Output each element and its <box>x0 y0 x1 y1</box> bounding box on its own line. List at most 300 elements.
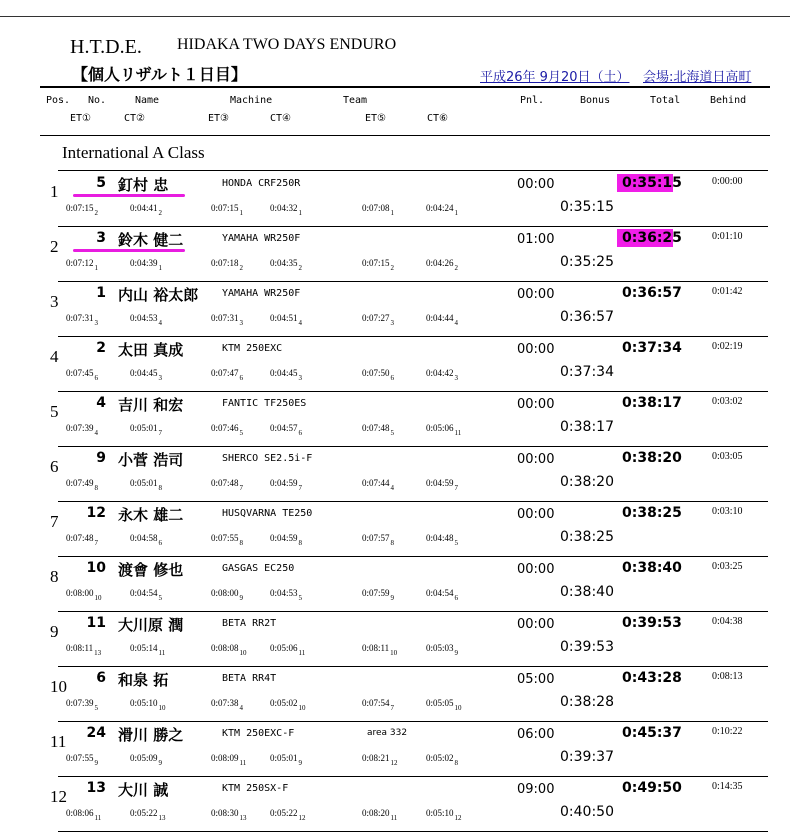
behind-time: 0:01:42 <box>712 286 743 297</box>
split-time <box>130 203 162 217</box>
split-time <box>270 423 302 437</box>
split-value: 0:05:09 <box>130 753 158 763</box>
penalty: 00:00 <box>517 287 555 302</box>
machine: KTM 250SX-F <box>222 783 289 794</box>
split-time <box>130 258 162 272</box>
position: 10 <box>50 677 67 696</box>
course-time: 0:38:20 <box>560 474 614 490</box>
split-time <box>130 313 162 327</box>
course-time: 0:39:37 <box>560 749 614 765</box>
split-time <box>362 368 394 382</box>
split-time <box>426 533 458 547</box>
rider-number: 6 <box>96 670 106 686</box>
split-value: 0:04:26 <box>426 258 454 268</box>
split-time <box>270 533 302 547</box>
split-value: 0:07:39 <box>66 698 94 708</box>
split-rank: 11 <box>454 429 462 437</box>
penalty: 00:00 <box>517 507 555 522</box>
split-time <box>270 203 302 217</box>
split-rank: 6 <box>239 374 244 382</box>
split-time <box>426 313 458 327</box>
split-time <box>270 588 302 602</box>
result-row <box>0 447 790 502</box>
split-rank: 4 <box>239 704 244 712</box>
split-value: 0:08:00 <box>66 588 94 598</box>
split-rank: 4 <box>454 319 459 327</box>
course-time: 0:35:25 <box>560 254 614 270</box>
total-time: 0:38:20 <box>622 450 682 466</box>
rider-number: 12 <box>86 505 106 521</box>
split-value: 0:08:11 <box>362 643 390 653</box>
split-rank: 8 <box>94 484 99 492</box>
total-time: 0:38:40 <box>622 560 682 576</box>
rider-number: 9 <box>96 450 106 466</box>
split-rank: 3 <box>239 319 244 327</box>
position: 2 <box>50 237 59 256</box>
result-row <box>0 337 790 392</box>
split-value: 0:07:46 <box>211 423 239 433</box>
course-time: 0:38:25 <box>560 529 614 545</box>
split-time <box>270 698 306 712</box>
split-value: 0:05:06 <box>426 423 454 433</box>
split-rank: 7 <box>298 484 303 492</box>
split-time <box>211 313 243 327</box>
split-time <box>66 203 98 217</box>
split-time <box>270 478 302 492</box>
split-rank: 9 <box>390 594 395 602</box>
machine: GASGAS EC250 <box>222 563 295 574</box>
split-rank: 1 <box>454 209 459 217</box>
position: 9 <box>50 622 59 641</box>
split-value: 0:08:00 <box>211 588 239 598</box>
split-value: 0:08:21 <box>362 753 390 763</box>
split-time <box>211 643 247 657</box>
split-rank: 11 <box>158 649 166 657</box>
split-time <box>362 808 397 822</box>
total-time: 0:49:50 <box>622 780 682 796</box>
result-row <box>0 722 790 777</box>
split-value: 0:05:01 <box>270 753 298 763</box>
col-ct2: CT② <box>124 113 146 124</box>
split-value: 0:04:59 <box>426 478 454 488</box>
split-time <box>270 643 305 657</box>
event-date-link[interactable]: 平成26年 9月20日（土） <box>480 70 630 85</box>
split-time <box>426 478 458 492</box>
split-rank: 3 <box>94 319 99 327</box>
split-rank: 13 <box>239 814 247 822</box>
split-time <box>211 478 243 492</box>
split-rank: 1 <box>158 264 163 272</box>
split-value: 0:08:20 <box>362 808 390 818</box>
split-value: 0:07:27 <box>362 313 390 323</box>
behind-time: 0:03:25 <box>712 561 743 572</box>
split-rank: 1 <box>390 209 395 217</box>
split-value: 0:04:45 <box>130 368 158 378</box>
rider-number: 3 <box>96 230 106 246</box>
behind-time: 0:00:00 <box>712 176 743 187</box>
split-time <box>362 478 394 492</box>
penalty: 05:00 <box>517 672 555 687</box>
split-value: 0:04:45 <box>270 368 298 378</box>
total-time: 0:36:57 <box>622 285 682 301</box>
behind-time: 0:10:22 <box>712 726 743 737</box>
split-rank: 7 <box>390 704 395 712</box>
machine: BETA RR4T <box>222 673 277 684</box>
split-value: 0:04:53 <box>270 588 298 598</box>
position: 12 <box>50 787 67 806</box>
total-time: 0:37:34 <box>622 340 682 356</box>
split-time <box>426 423 461 437</box>
split-rank: 3 <box>390 319 395 327</box>
rider-name: 内山 裕太郎 <box>118 286 199 304</box>
machine: HUSQVARNA TE250 <box>222 508 313 519</box>
col-ct4: CT④ <box>270 113 292 124</box>
split-rank: 12 <box>390 759 398 767</box>
col-et3: ET③ <box>208 113 230 124</box>
col-machine: Machine <box>230 95 273 106</box>
penalty: 09:00 <box>517 782 555 797</box>
col-bonus: Bonus <box>580 95 611 106</box>
split-time <box>130 368 162 382</box>
col-total: Total <box>650 95 681 106</box>
course-time: 0:35:15 <box>560 199 614 215</box>
machine: BETA RR2T <box>222 618 277 629</box>
split-value: 0:04:59 <box>270 478 298 488</box>
rider-name: 大川原 潤 <box>118 616 184 634</box>
split-time <box>426 368 458 382</box>
split-time <box>211 258 243 272</box>
split-time <box>362 423 394 437</box>
venue-link[interactable]: 会場:北海道日高町 <box>643 70 752 85</box>
machine: KTM 250EXC <box>222 343 283 354</box>
split-rank: 2 <box>390 264 395 272</box>
split-time <box>426 643 458 657</box>
split-rank: 2 <box>94 209 99 217</box>
course-time: 0:37:34 <box>560 364 614 380</box>
split-time <box>211 808 247 822</box>
split-rank: 5 <box>454 539 459 547</box>
split-rank: 4 <box>158 319 163 327</box>
split-value: 0:07:59 <box>362 588 390 598</box>
split-time <box>362 533 394 547</box>
rider-name: 吉川 和宏 <box>118 396 184 414</box>
behind-time: 0:08:13 <box>712 671 743 682</box>
machine: YAMAHA WR250F <box>222 288 301 299</box>
course-time: 0:36:57 <box>560 309 614 325</box>
col-team: Team <box>343 95 368 106</box>
split-value: 0:08:30 <box>211 808 239 818</box>
course-time: 0:40:50 <box>560 804 614 820</box>
class-heading: International A Class <box>62 143 205 162</box>
split-value: 0:04:24 <box>426 203 454 213</box>
position: 3 <box>50 292 59 311</box>
total-time: 0:39:53 <box>622 615 682 631</box>
split-value: 0:07:18 <box>211 258 239 268</box>
penalty: 00:00 <box>517 562 555 577</box>
behind-time: 0:03:10 <box>712 506 743 517</box>
rider-name: 和泉 拓 <box>118 671 169 689</box>
split-rank: 4 <box>390 484 395 492</box>
split-time <box>426 258 458 272</box>
split-time <box>270 753 302 767</box>
rider-name: 大川 誠 <box>118 781 169 799</box>
split-value: 0:07:38 <box>211 698 239 708</box>
split-value: 0:04:57 <box>270 423 298 433</box>
behind-time: 0:04:38 <box>712 616 743 627</box>
split-time <box>270 313 302 327</box>
position: 7 <box>50 512 59 531</box>
behind-time: 0:01:10 <box>712 231 743 242</box>
split-value: 0:04:48 <box>426 533 454 543</box>
split-value: 0:04:42 <box>426 368 454 378</box>
split-rank: 6 <box>94 374 99 382</box>
split-rank: 5 <box>94 704 99 712</box>
split-time <box>211 588 243 602</box>
rider-name: 渡會 修也 <box>118 561 184 579</box>
split-value: 0:05:01 <box>130 423 158 433</box>
split-rank: 3 <box>158 374 163 382</box>
split-value: 0:05:22 <box>130 808 158 818</box>
col-et1: ET① <box>70 113 92 124</box>
split-rank: 2 <box>298 264 303 272</box>
split-rank: 12 <box>298 814 306 822</box>
split-rank: 10 <box>94 594 102 602</box>
split-rank: 13 <box>94 649 102 657</box>
split-rank: 4 <box>94 429 99 437</box>
split-rank: 8 <box>298 539 303 547</box>
split-value: 0:05:10 <box>426 808 454 818</box>
split-rank: 8 <box>454 759 459 767</box>
split-value: 0:05:10 <box>130 698 158 708</box>
rider-name: 太田 真成 <box>118 341 184 359</box>
total-time: 0:45:37 <box>622 725 682 741</box>
penalty: 00:00 <box>517 397 555 412</box>
split-time <box>130 478 162 492</box>
split-value: 0:05:02 <box>426 753 454 763</box>
split-value: 0:07:48 <box>362 423 390 433</box>
result-row <box>0 777 790 832</box>
split-time <box>270 368 302 382</box>
rider-number: 5 <box>96 175 106 191</box>
split-time <box>362 203 394 217</box>
result-row <box>0 392 790 447</box>
split-rank: 13 <box>158 814 166 822</box>
position: 1 <box>50 182 59 201</box>
split-time <box>362 643 397 657</box>
split-time <box>211 368 243 382</box>
split-time <box>130 698 166 712</box>
machine: KTM 250EXC-F <box>222 728 295 739</box>
rider-name: 釘村 忠 <box>118 176 169 194</box>
total-time: 0:38:25 <box>622 505 682 521</box>
split-value: 0:07:54 <box>362 698 390 708</box>
rider-number: 1 <box>96 285 106 301</box>
split-value: 0:07:08 <box>362 203 390 213</box>
split-time <box>66 533 98 547</box>
col-behind: Behind <box>710 95 747 106</box>
split-rank: 7 <box>94 539 99 547</box>
split-value: 0:05:02 <box>270 698 298 708</box>
split-rank: 10 <box>158 704 166 712</box>
col-no: No. <box>88 95 107 106</box>
split-rank: 3 <box>298 374 303 382</box>
split-value: 0:04:44 <box>426 313 454 323</box>
rider-number: 13 <box>86 780 106 796</box>
class-rule <box>58 170 768 171</box>
split-value: 0:05:14 <box>130 643 158 653</box>
result-row <box>0 227 790 282</box>
split-value: 0:05:22 <box>270 808 298 818</box>
penalty: 00:00 <box>517 177 555 192</box>
result-row <box>0 557 790 612</box>
split-value: 0:07:55 <box>66 753 94 763</box>
split-value: 0:07:48 <box>211 478 239 488</box>
split-rank: 10 <box>454 704 462 712</box>
split-value: 0:07:57 <box>362 533 390 543</box>
split-rank: 9 <box>298 759 303 767</box>
split-time <box>211 533 243 547</box>
split-time <box>130 643 165 657</box>
split-time <box>130 588 162 602</box>
behind-time: 0:14:35 <box>712 781 743 792</box>
split-value: 0:04:35 <box>270 258 298 268</box>
split-time <box>362 588 394 602</box>
split-value: 0:07:15 <box>66 203 94 213</box>
col-pos: Pos. <box>46 95 71 106</box>
position: 6 <box>50 457 59 476</box>
split-time <box>426 588 458 602</box>
day-label: 【個人リザルト１日目】 <box>72 65 247 84</box>
split-rank: 6 <box>390 374 395 382</box>
split-time <box>362 698 394 712</box>
team: area 332 <box>367 728 408 738</box>
rider-name: 永木 雄二 <box>118 506 184 524</box>
split-value: 0:08:06 <box>66 808 94 818</box>
split-time <box>66 478 98 492</box>
split-time <box>270 808 306 822</box>
split-value: 0:05:01 <box>130 478 158 488</box>
split-rank: 2 <box>158 209 163 217</box>
split-rank: 11 <box>239 759 247 767</box>
split-time <box>66 423 98 437</box>
split-rank: 1 <box>298 209 303 217</box>
rider-number: 24 <box>86 725 106 741</box>
split-value: 0:07:48 <box>66 533 94 543</box>
split-value: 0:04:53 <box>130 313 158 323</box>
split-rank: 12 <box>454 814 462 822</box>
split-time <box>130 533 162 547</box>
split-value: 0:07:31 <box>211 313 239 323</box>
total-time: 0:38:17 <box>622 395 682 411</box>
split-rank: 8 <box>239 539 244 547</box>
result-row <box>0 502 790 557</box>
split-rank: 11 <box>298 649 306 657</box>
result-row <box>0 612 790 667</box>
rider-number: 11 <box>86 615 106 631</box>
split-rank: 8 <box>158 484 163 492</box>
page-title: H.T.D.E. <box>70 36 142 58</box>
split-time <box>66 313 98 327</box>
split-time <box>130 423 162 437</box>
page-subtitle: HIDAKA TWO DAYS ENDURO <box>177 36 397 53</box>
split-value: 0:07:55 <box>211 533 239 543</box>
position: 4 <box>50 347 59 366</box>
split-rank: 9 <box>454 649 459 657</box>
split-value: 0:04:54 <box>426 588 454 598</box>
rider-number: 10 <box>86 560 106 576</box>
col-pnl: Pnl. <box>520 95 545 106</box>
split-time <box>362 313 394 327</box>
split-value: 0:07:45 <box>66 368 94 378</box>
split-time <box>426 203 458 217</box>
col-name: Name <box>135 95 160 106</box>
split-rank: 7 <box>239 484 244 492</box>
split-time <box>130 808 166 822</box>
split-value: 0:07:15 <box>211 203 239 213</box>
header-rule <box>40 86 770 88</box>
columns-rule <box>40 135 770 136</box>
machine: YAMAHA WR250F <box>222 233 301 244</box>
split-time <box>362 258 394 272</box>
split-rank: 8 <box>390 539 395 547</box>
split-value: 0:07:44 <box>362 478 390 488</box>
behind-time: 0:03:05 <box>712 451 743 462</box>
course-time: 0:38:17 <box>560 419 614 435</box>
split-rank: 5 <box>239 429 244 437</box>
split-rank: 1 <box>239 209 244 217</box>
split-time <box>426 698 462 712</box>
split-time <box>66 643 101 657</box>
split-value: 0:08:08 <box>211 643 239 653</box>
split-value: 0:07:47 <box>211 368 239 378</box>
split-time <box>66 753 98 767</box>
split-time <box>130 753 162 767</box>
rider-name: 滑川 勝之 <box>118 726 184 744</box>
split-rank: 11 <box>390 814 398 822</box>
split-value: 0:04:32 <box>270 203 298 213</box>
split-rank: 7 <box>158 429 163 437</box>
machine: FANTIC TF250ES <box>222 398 307 409</box>
position: 5 <box>50 402 59 421</box>
penalty: 00:00 <box>517 452 555 467</box>
split-value: 0:04:58 <box>130 533 158 543</box>
rider-name: 小菅 浩司 <box>118 451 184 469</box>
split-time <box>66 588 102 602</box>
split-value: 0:08:09 <box>211 753 239 763</box>
split-rank: 9 <box>94 759 99 767</box>
split-rank: 6 <box>158 539 163 547</box>
rider-number: 2 <box>96 340 106 356</box>
result-row <box>0 667 790 722</box>
split-value: 0:04:51 <box>270 313 298 323</box>
total-time: 0:36:25 <box>622 230 682 246</box>
split-value: 0:07:12 <box>66 258 94 268</box>
split-value: 0:04:59 <box>270 533 298 543</box>
split-time <box>211 203 243 217</box>
split-value: 0:07:49 <box>66 478 94 488</box>
top-rule <box>0 16 790 17</box>
penalty: 00:00 <box>517 342 555 357</box>
behind-time: 0:02:19 <box>712 341 743 352</box>
split-value: 0:04:54 <box>130 588 158 598</box>
split-rank: 5 <box>390 429 395 437</box>
split-time <box>66 368 98 382</box>
split-time <box>211 423 243 437</box>
split-value: 0:08:11 <box>66 643 94 653</box>
rider-name: 鈴木 健二 <box>118 231 184 249</box>
split-rank: 7 <box>454 484 459 492</box>
split-rank: 2 <box>239 264 244 272</box>
